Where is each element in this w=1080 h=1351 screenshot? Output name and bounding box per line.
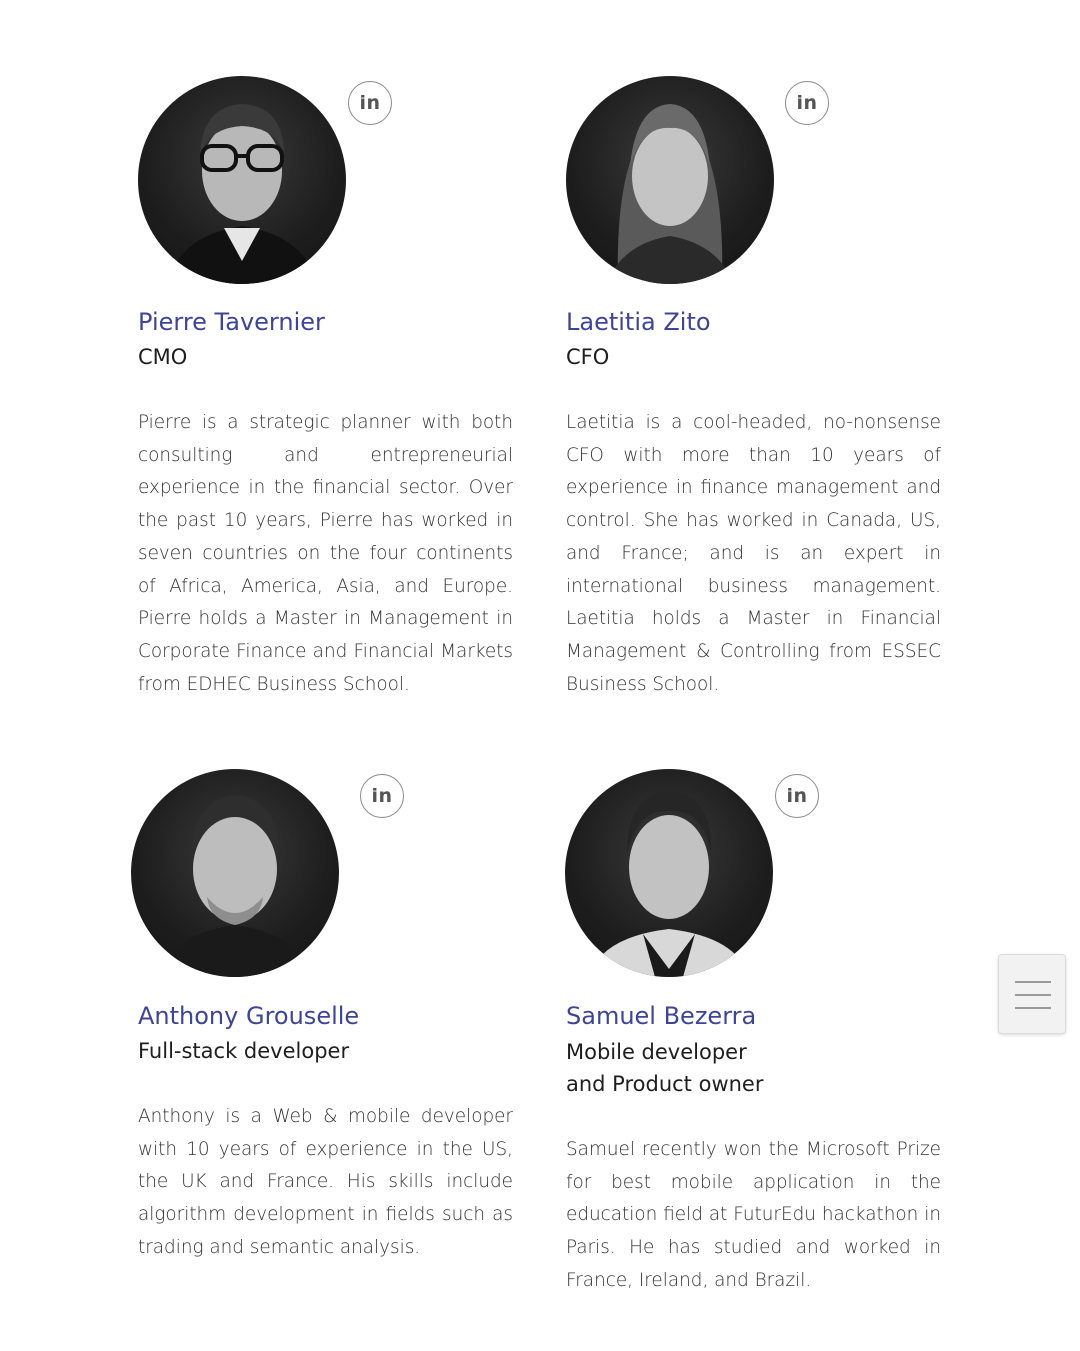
member-bio: Anthony is a Web & mobile developer with 10 years of experience in the US, the UK and France. His skills include algorithm development in fields such as trading and semantic analysis. xyxy=(138,1106,513,1258)
linkedin-icon[interactable]: in xyxy=(775,774,819,818)
member-role: CFO xyxy=(566,345,610,369)
team-member-card xyxy=(566,76,941,716)
member-name: Pierre Tavernier xyxy=(138,308,325,336)
member-role: Mobile developer xyxy=(566,1040,747,1064)
linkedin-icon[interactable]: in xyxy=(785,81,829,125)
member-bio: Laetitia is a cool-headed, no-nonsense CFO with more than 10 years of experience in finance management and control. She has worked in Canada, US, and France; and is an expert in international business management. Laetitia holds a Master in Financial Management & Controlling from ESSEC Business School. xyxy=(566,412,941,695)
linkedin-icon[interactable]: in xyxy=(348,81,392,125)
avatar xyxy=(566,76,774,284)
member-bio: Samuel recently won the Microsoft Prize for best mobile application in the education field at FuturEdu hackathon in Paris. He has studied and worked in France, Ireland, and Brazil. xyxy=(566,1139,941,1291)
member-role: CMO xyxy=(138,345,188,369)
avatar xyxy=(138,76,346,284)
avatar xyxy=(565,769,773,977)
linkedin-icon[interactable]: in xyxy=(360,774,404,818)
member-name: Samuel Bezerra xyxy=(566,1002,757,1030)
member-role: and Product owner xyxy=(566,1072,764,1096)
team-member-card xyxy=(138,76,513,716)
member-name: Laetitia Zito xyxy=(566,308,711,336)
team-member-card xyxy=(566,769,941,1309)
team-member-card xyxy=(138,769,513,1289)
member-role: Full-stack developer xyxy=(138,1039,350,1063)
member-name: Anthony Grouselle xyxy=(138,1002,360,1030)
hamburger-menu-icon[interactable] xyxy=(998,954,1066,1034)
member-bio: Pierre is a strategic planner with both consulting and entrepreneurial experience in the financial sector. Over the past 10 years, Pierre has worked in seven countries on the four continents of Africa, America, Asia, and Europe. Pierre holds a Master in Management in Corporate Finance and Financial Markets from EDHEC Business School. xyxy=(138,412,513,695)
menu-line xyxy=(1015,981,1051,983)
avatar xyxy=(131,769,339,977)
menu-line xyxy=(1015,1007,1051,1009)
menu-line xyxy=(1015,994,1051,996)
